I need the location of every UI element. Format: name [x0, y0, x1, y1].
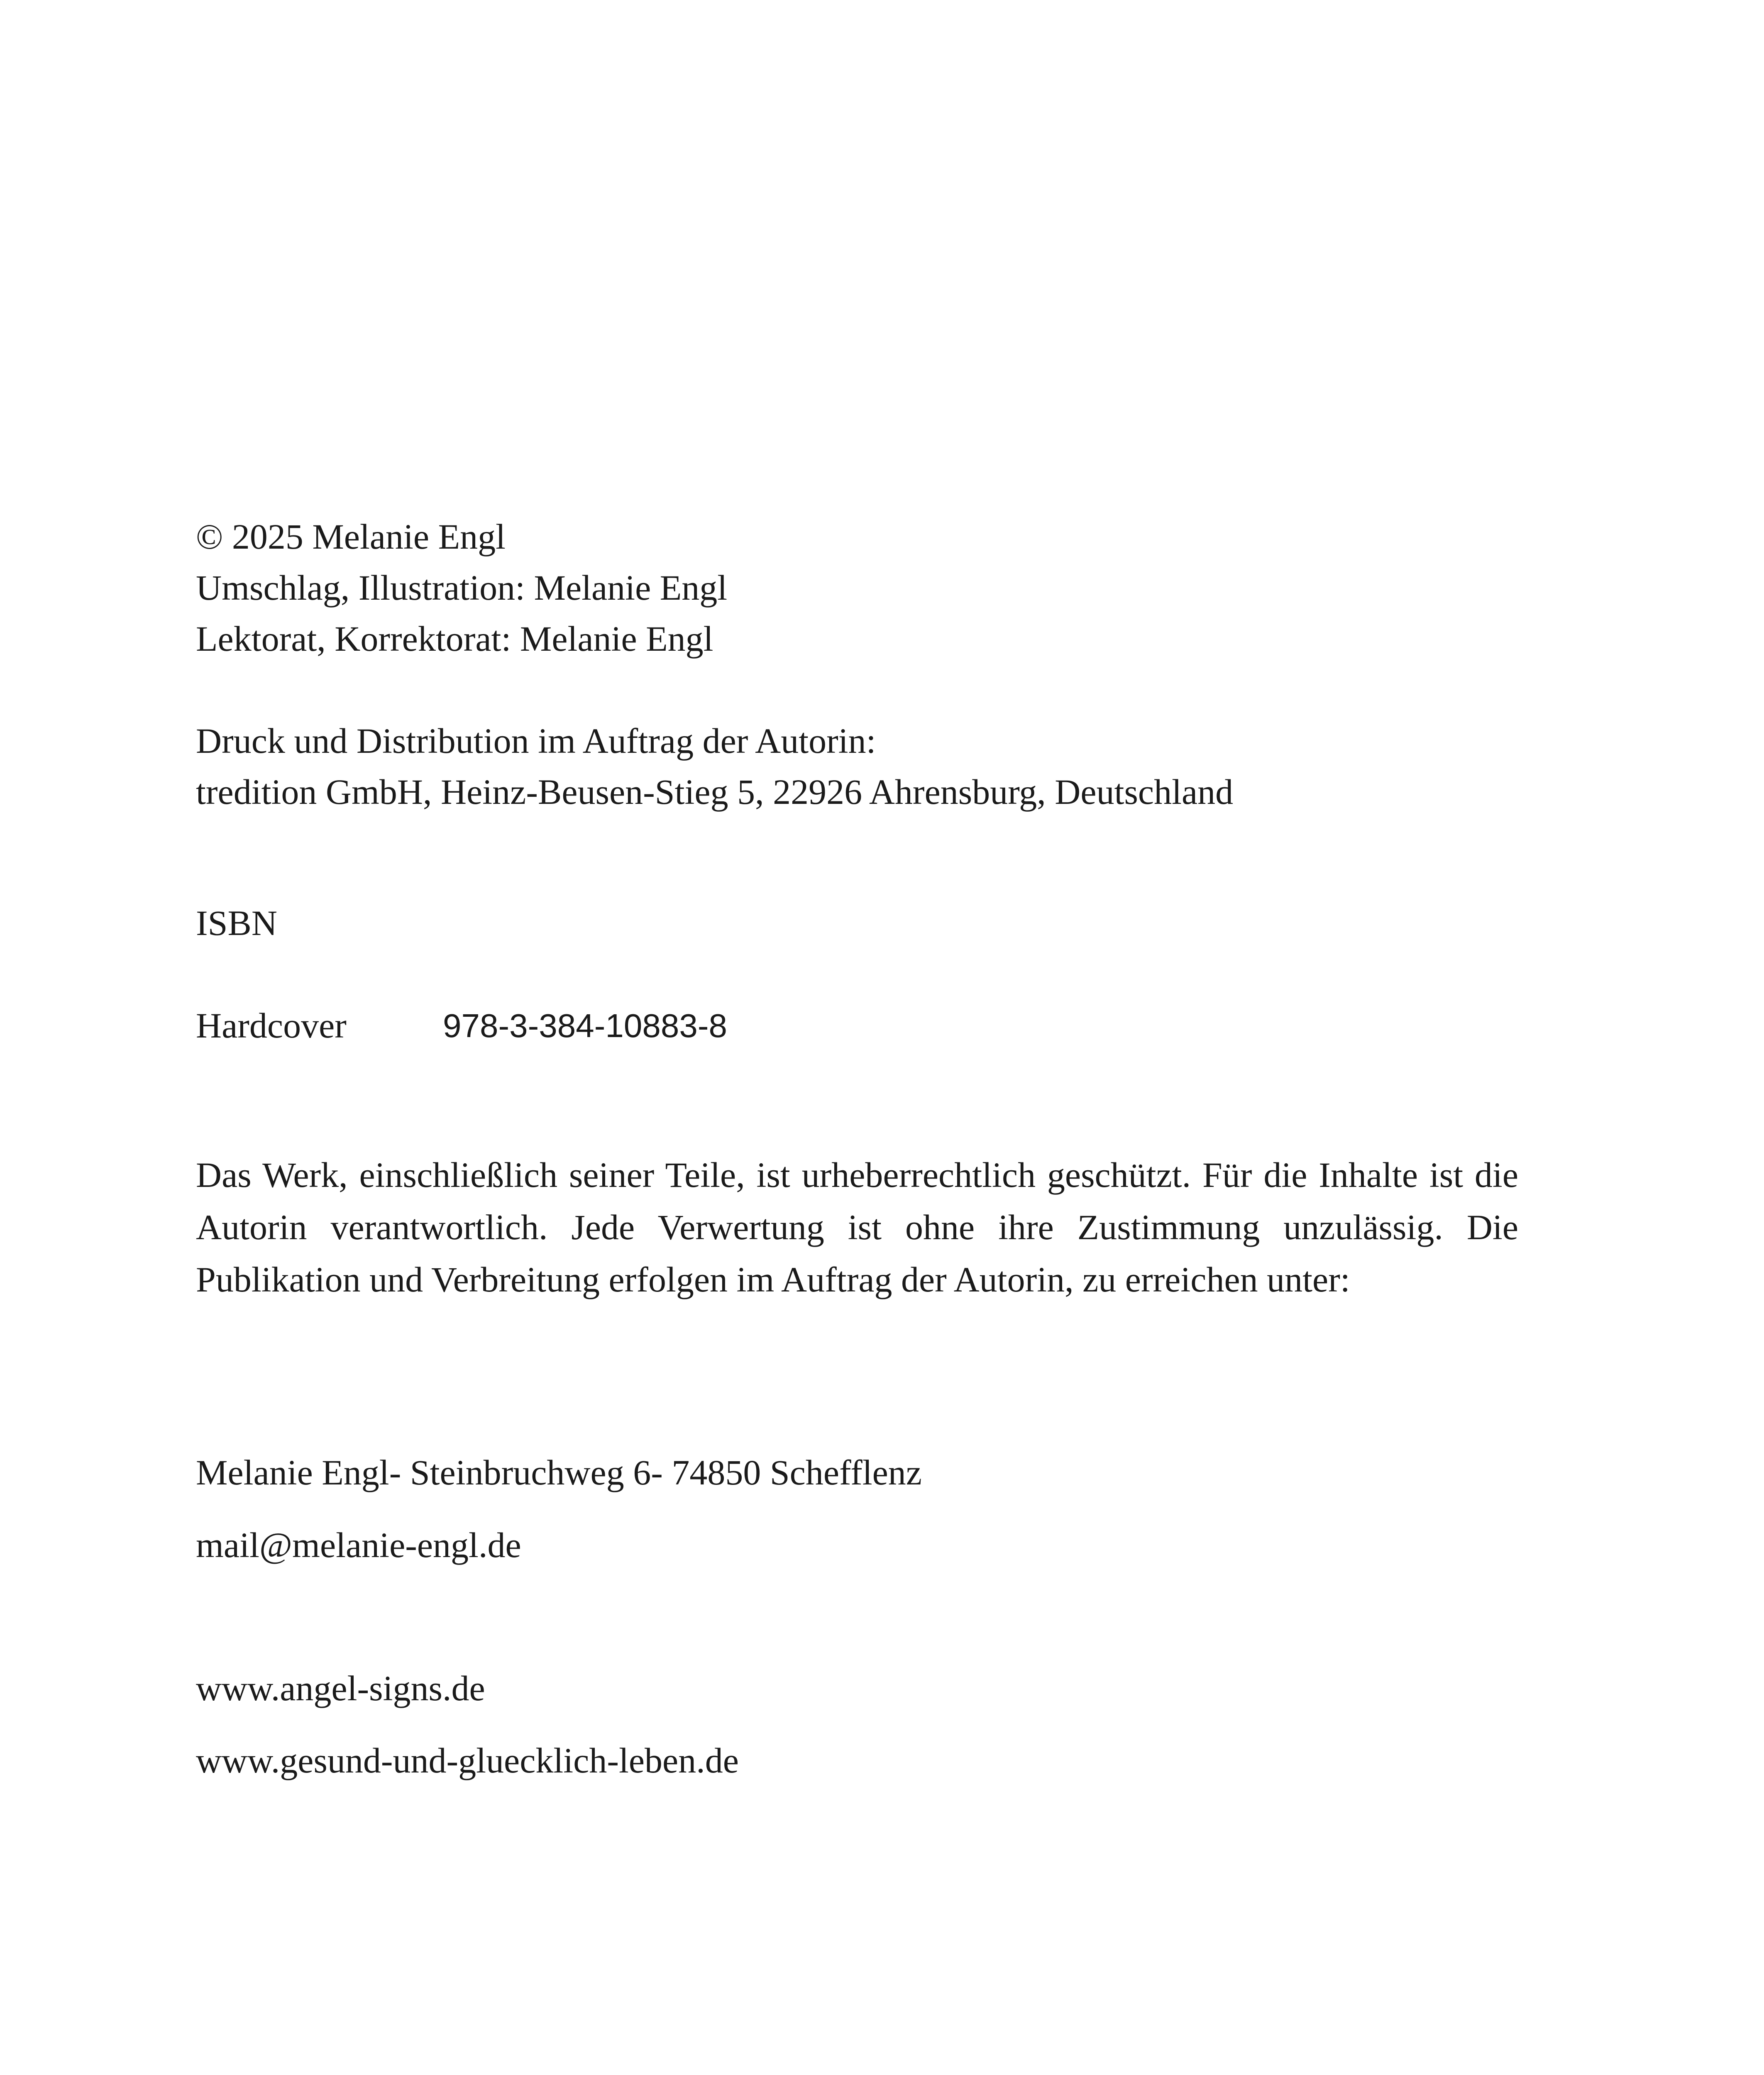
rights-paragraph: Das Werk, einschließlich seiner Teile, ist urheberrechtlich geschützt. Für die Inhalte ist die Autorin verantwortlich. Jede Verwertung ist ohne ihre Zustimmung unzulässig. Die Publikation und Verbreitung erfolgen im Auftrag der Autorin, zu erreichen unter: [196, 1155, 1518, 1299]
isbn-format: Hardcover [196, 1006, 347, 1045]
website-link-2: www.gesund-und-gluecklich-leben.de [196, 1741, 739, 1780]
editing-credit-line: Lektorat, Korrektorat: Melanie Engl [196, 619, 713, 659]
distribution-line-1: Druck und Distribution im Auftrag der Autorin: [196, 721, 876, 761]
contact-address: Melanie Engl- Steinbruchweg 6- 74850 Schefflenz [196, 1452, 922, 1492]
distribution-line-2: tredition GmbH, Heinz-Beusen-Stieg 5, 22926 Ahrensburg, Deutschland [196, 772, 1234, 812]
cover-credit-line: Umschlag, Illustration: Melanie Engl [196, 568, 728, 608]
contact-email: mail@melanie-engl.de [196, 1525, 521, 1565]
website-link-1: www.angel-signs.de [196, 1668, 485, 1708]
copyright-line: © 2025 Melanie Engl [196, 517, 506, 557]
isbn-number: 978-3-384-10883-8 [443, 1007, 727, 1044]
isbn-label: ISBN [196, 903, 277, 943]
